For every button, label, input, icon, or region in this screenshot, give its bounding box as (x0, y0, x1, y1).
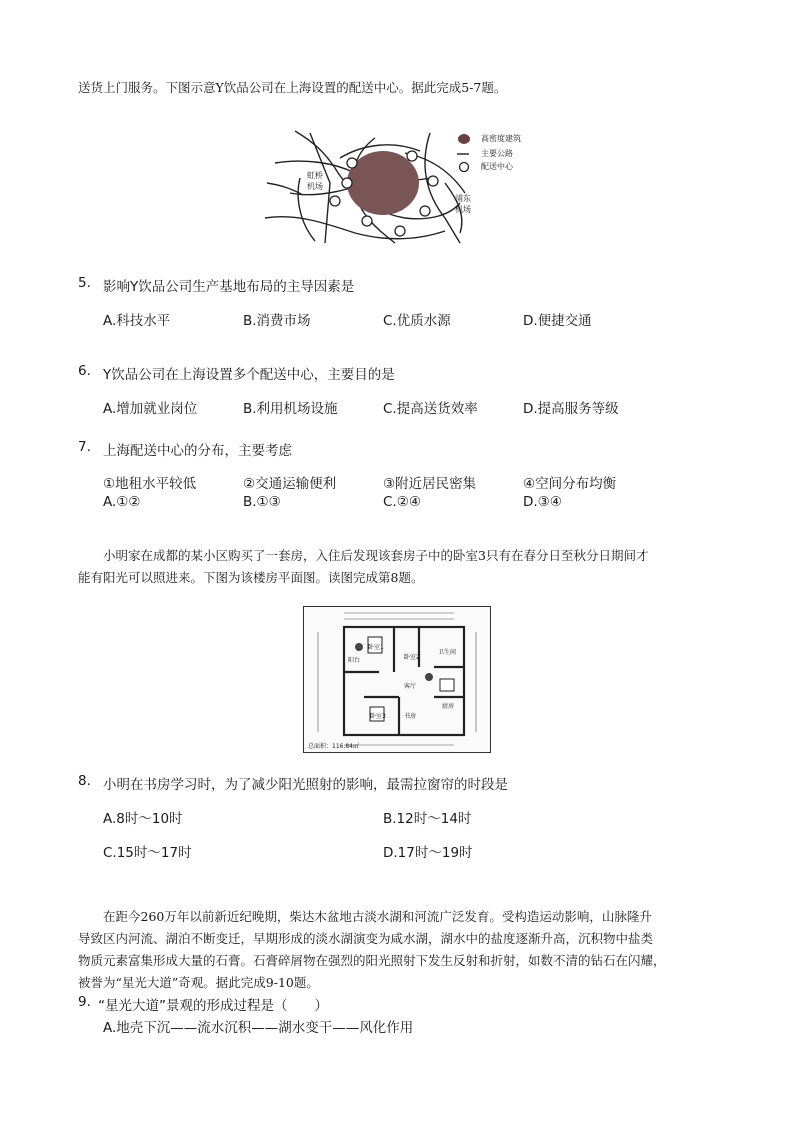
q6-option-d[interactable]: D.提高服务等级 (523, 401, 619, 417)
q6-option-a[interactable]: A.增加就业岗位 (103, 401, 198, 417)
room-bathroom: 卫生间 (438, 649, 457, 656)
q7-number: 7. (78, 439, 91, 455)
passage2-line2: 能有阳光可以照进来。下图为该楼房平面图。读图完成第8题。 (78, 570, 424, 585)
passage3-line3: 物质元素富集形成大量的石膏。石膏碎屑物在强烈的阳光照射下发生反射和折射，如数不清的钻石在闪耀， (78, 953, 666, 968)
legend-center-label: 配送中心 (481, 162, 513, 171)
floorplan-figure (303, 606, 491, 753)
q7-option-d[interactable]: D.③④ (523, 494, 562, 510)
room-kitchen: 厨房 (442, 703, 455, 710)
pudong-label: 浦东 (455, 194, 471, 203)
q8-stem: 小明在书房学习时，为了减少阳光照射的影响，最需拉窗帘的时段是 (103, 777, 508, 793)
room-balcony: 阳台 (348, 657, 361, 664)
room-bedroom-3: 卧室3 (370, 713, 386, 720)
legend-dense-icon (458, 134, 470, 144)
hongqiao-label-2: 机场 (307, 182, 323, 191)
q7-item-4: ④空间分布均衡 (523, 476, 617, 492)
room-study: 书房 (404, 713, 417, 720)
q5-option-c[interactable]: C.优质水源 (383, 313, 451, 329)
floorplan-svg (304, 607, 490, 752)
hongqiao-label: 虹桥 (307, 171, 323, 180)
passage3-line2: 导致区内河流、湖泊不断变迁，早期形成的淡水湖演变为咸水湖，湖水中的盐度逐渐升高，沉积物中盐类 (78, 931, 654, 946)
q5-option-b[interactable]: B.消费市场 (243, 313, 311, 329)
q7-item-1: ①地租水平较低 (103, 476, 197, 492)
q7-item-2: ②交通运输便利 (243, 476, 337, 492)
dense-building-area (347, 151, 419, 215)
legend-center-icon (460, 163, 469, 172)
q6-number: 6. (78, 363, 91, 379)
q8-number: 8. (78, 773, 91, 789)
q8-option-a[interactable]: A.8时～10时 (103, 811, 183, 827)
q6-stem: Y饮品公司在上海设置多个配送中心，主要目的是 (103, 367, 395, 383)
shanghai-map-figure (255, 123, 540, 251)
legend-road-label: 主要公路 (481, 149, 513, 158)
q9-number: 9. (78, 994, 91, 1010)
q5-number: 5. (78, 275, 91, 291)
q5-stem: 影响Y饮品公司生产基地布局的主导因素是 (103, 279, 355, 295)
legend-dense-label: 高密度建筑 (481, 134, 521, 143)
q5-option-a[interactable]: A.科技水平 (103, 313, 171, 329)
passage3-line1: 在距今260万年以前新近纪晚期，柴达木盆地古淡水湖和河流广泛发育。受构造运动影响，山脉隆升 (103, 909, 652, 924)
q7-option-c[interactable]: C.②④ (383, 494, 421, 510)
room-bedroom-2: 卧室2 (404, 654, 420, 661)
q6-option-b[interactable]: B.利用机场设施 (243, 401, 338, 417)
q8-option-d[interactable]: D.17时～19时 (383, 845, 473, 861)
passage3-line4: 被誉为“星光大道”奇观。据此完成9-10题。 (78, 975, 319, 990)
room-bedroom-1: 卧室1 (368, 644, 384, 651)
q8-option-c[interactable]: C.15时～17时 (103, 845, 192, 861)
q8-option-b[interactable]: B.12时～14时 (383, 811, 472, 827)
passage2-line1: 小明家在成都的某小区购买了一套房，入住后发现该套房子中的卧室3只有在春分日至秋分日期间才 (103, 548, 649, 563)
q7-option-a[interactable]: A.①② (103, 494, 141, 510)
q7-stem: 上海配送中心的分布，主要考虑 (103, 443, 292, 459)
pudong-label-2: 机场 (455, 205, 471, 214)
intro-text: 送货上门服务。下图示意Y饮品公司在上海设置的配送中心。据此完成5-7题。 (78, 80, 507, 95)
q9-option-a[interactable]: A.地壳下沉——流水沉积——湖水变干——风化作用 (103, 1020, 414, 1036)
q7-option-b[interactable]: B.①③ (243, 494, 281, 510)
q9-stem: “星光大道”景观的形成过程是（ ） (98, 998, 328, 1014)
q6-option-c[interactable]: C.提高送货效率 (383, 401, 478, 417)
q7-item-3: ③附近居民密集 (383, 476, 477, 492)
q5-option-d[interactable]: D.便捷交通 (523, 313, 592, 329)
room-living: 客厅 (404, 683, 417, 690)
floorplan-area-label: 总面积：116.84㎡ (308, 743, 359, 750)
